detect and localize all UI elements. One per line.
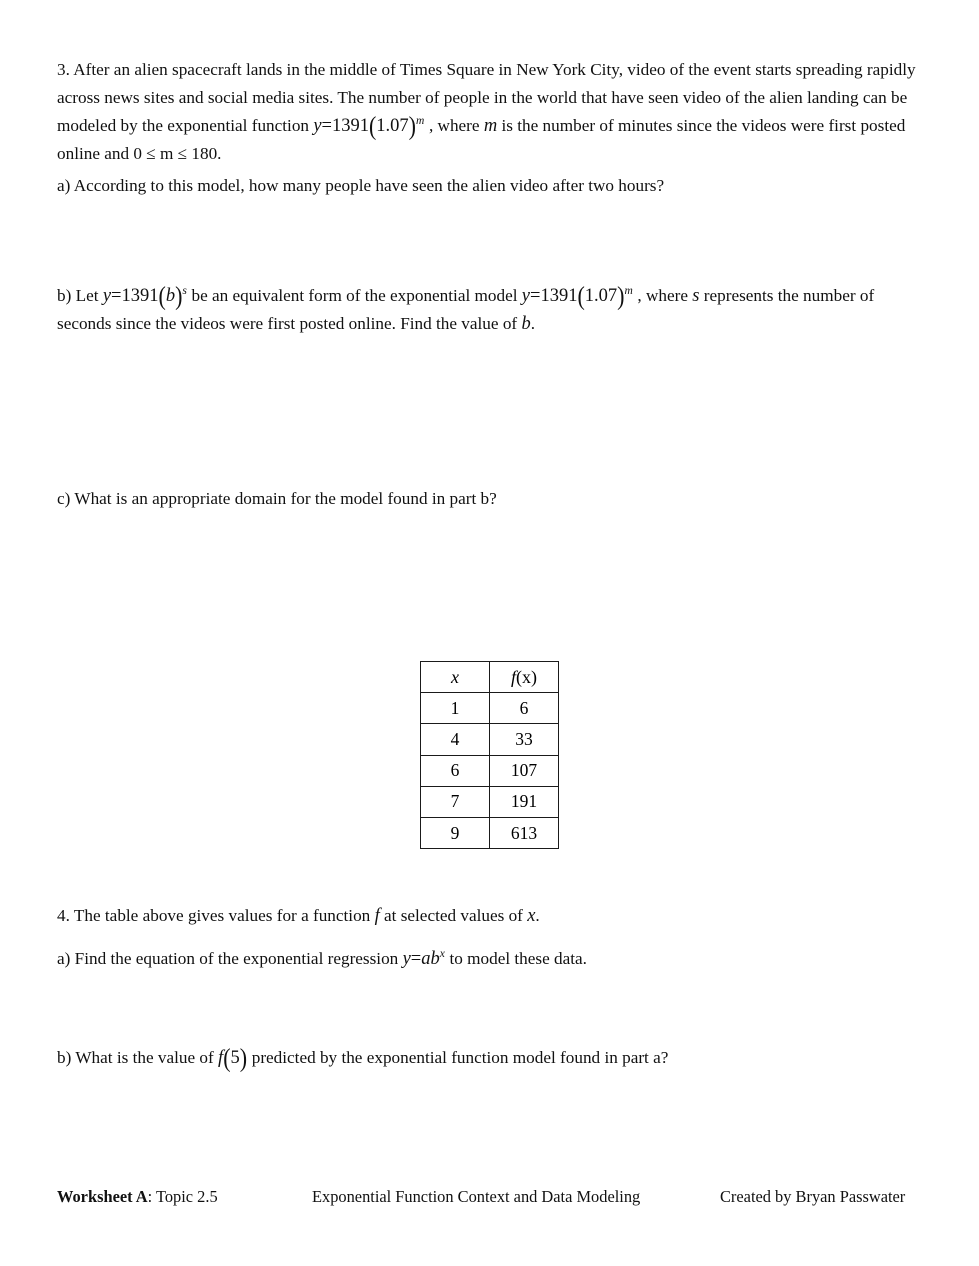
table-row — [421, 755, 559, 786]
problem-3-part-c-label: c) — [57, 489, 71, 508]
problem-3-part-b-text-before: Let — [75, 286, 99, 305]
fn-name: f — [510, 666, 516, 687]
equation-equals: = — [321, 116, 332, 136]
table-cell-x: 1 — [421, 693, 490, 724]
table-row — [421, 817, 559, 848]
table-cell-x: 9 — [421, 817, 490, 848]
problem-4-number: 4. — [57, 906, 70, 925]
equation-equals: = — [530, 286, 541, 306]
problem-4-stem-end: . — [535, 906, 540, 925]
problem-3-part-b-text-middle: be an equivalent form of the exponential model — [191, 286, 518, 305]
problem-3-stem — [57, 56, 925, 168]
table-cell-fx: 6 — [490, 693, 559, 724]
equation-base: b — [430, 949, 440, 969]
problem-3-part-a — [57, 172, 925, 200]
problem-3-part-b-text-after-1: , where — [637, 286, 688, 305]
problem-4-part-b-function-notation: f(5) — [218, 1042, 248, 1073]
equation-exponent: m — [624, 284, 633, 297]
problem-3-part-b-text-end: . — [530, 314, 535, 333]
table-row — [421, 693, 559, 724]
equation-coefficient: 1391 — [540, 286, 578, 306]
problem-3-stem-variable: m — [483, 116, 498, 136]
table-cell-x: 6 — [421, 755, 490, 786]
footer-worksheet-label: Worksheet A — [57, 1187, 148, 1206]
footer-left — [57, 1187, 218, 1207]
problem-4-part-a — [57, 945, 925, 973]
problem-4-stem-before: The table above gives values for a function — [73, 906, 371, 925]
table-header-row — [421, 662, 559, 693]
problem-3-stem-text-part1: After an alien spacecraft lands in the middle of Times Square in New York City, video of the event starts spreading rapidly across news sites and social media sites. The number of people in the world that have seen video of the alien landing can be modeled by the exponential function — [57, 60, 916, 135]
fn-argument: 5 — [230, 1048, 240, 1068]
footer-center-title: Exponential Function Context and Data Modeling — [312, 1187, 641, 1206]
equation-base: b — [165, 286, 176, 306]
problem-3-part-b-variable-s: s — [692, 286, 700, 306]
problem-3-part-c-text: What is an appropriate domain for the model found in part b? — [74, 489, 497, 508]
problem-4-stem — [57, 902, 925, 930]
footer-author: Created by Bryan Passwater — [720, 1187, 906, 1206]
table-cell-x: 4 — [421, 724, 490, 755]
equation-exponent: m — [416, 114, 425, 127]
page-footer — [57, 1187, 925, 1211]
table-cell-x: 7 — [421, 786, 490, 817]
problem-4-part-a-text-after: to model these data. — [449, 949, 587, 968]
equation-lhs: y — [521, 286, 530, 306]
problem-4-part-a-text-before: Find the equation of the exponential regression — [74, 949, 399, 968]
equation-coefficient: 1391 — [121, 286, 159, 306]
problem-3-part-b-variable-b: b — [521, 314, 531, 334]
table-row — [421, 724, 559, 755]
equation-base: 1.07 — [584, 286, 618, 306]
equation-exponent: s — [182, 284, 187, 297]
table-cell-fx: 613 — [490, 817, 559, 848]
problem-3-part-b-equation-2: $y=1391(1.07)^m$ — [521, 280, 633, 311]
problem-4-part-b — [57, 1044, 925, 1072]
table-cell-fx: 191 — [490, 786, 559, 817]
problem-4-part-a-equation — [403, 949, 450, 969]
table-cell-fx: 33 — [490, 724, 559, 755]
equation-lhs: y — [402, 949, 411, 969]
table-row — [421, 786, 559, 817]
problem-3-part-b-label: b) — [57, 286, 72, 305]
problem-3-part-b-equation-1: $y=1391(b)^s$ — [102, 280, 187, 311]
fn-arg: (x) — [516, 666, 537, 687]
problem-4-part-b-text-after: predicted by the exponential function model found in part a? — [251, 1048, 669, 1067]
problem-3-stem-text-part2: , where — [428, 116, 480, 135]
equation-equals: = — [410, 949, 422, 969]
equation-base: 1.07 — [376, 116, 409, 136]
equation-lhs: y — [102, 286, 112, 306]
table-cell-fx: 107 — [490, 755, 559, 786]
problem-4-part-b-text-before: What is the value of — [75, 1048, 214, 1067]
problem-3-part-a-text: According to this model, how many people have seen the alien video after two hours? — [73, 176, 665, 195]
function-values-table — [420, 661, 559, 849]
problem-3-stem-equation: $y=1391(1.07)^m$ — [313, 110, 425, 141]
problem-4-variable-f: f — [374, 906, 380, 926]
problem-3-part-b-text-after-2: represents the number of seconds since the videos were first posted online. Find the value of — [57, 286, 875, 333]
problem-3-part-c — [57, 485, 925, 513]
table-header-fx — [490, 662, 559, 693]
footer-topic: : Topic 2.5 — [147, 1187, 218, 1206]
problem-3-part-b — [57, 282, 925, 338]
equation-coefficient: a — [421, 949, 431, 969]
equation-equals: = — [111, 286, 122, 306]
problem-3-stem-domain: 0 ≤ m ≤ 180. — [133, 144, 222, 163]
table-header-x: x — [421, 662, 490, 693]
problem-3-part-a-label: a) — [57, 176, 71, 195]
problem-3-number: 3. — [57, 60, 70, 79]
problem-4-variable-x: x — [527, 906, 536, 926]
problem-4-part-a-label: a) — [57, 949, 71, 968]
equation-exponent: x — [439, 947, 445, 960]
fn-name: f — [218, 1048, 224, 1068]
equation-lhs: y — [313, 116, 322, 136]
problem-3-stem-text-part3: is the number of minutes since the videos were first posted online and — [57, 116, 906, 163]
equation-coefficient: 1391 — [331, 116, 369, 136]
problem-4-part-b-label: b) — [57, 1048, 72, 1067]
problem-4-stem-middle: at selected values of — [384, 906, 523, 925]
table-body — [421, 662, 559, 849]
